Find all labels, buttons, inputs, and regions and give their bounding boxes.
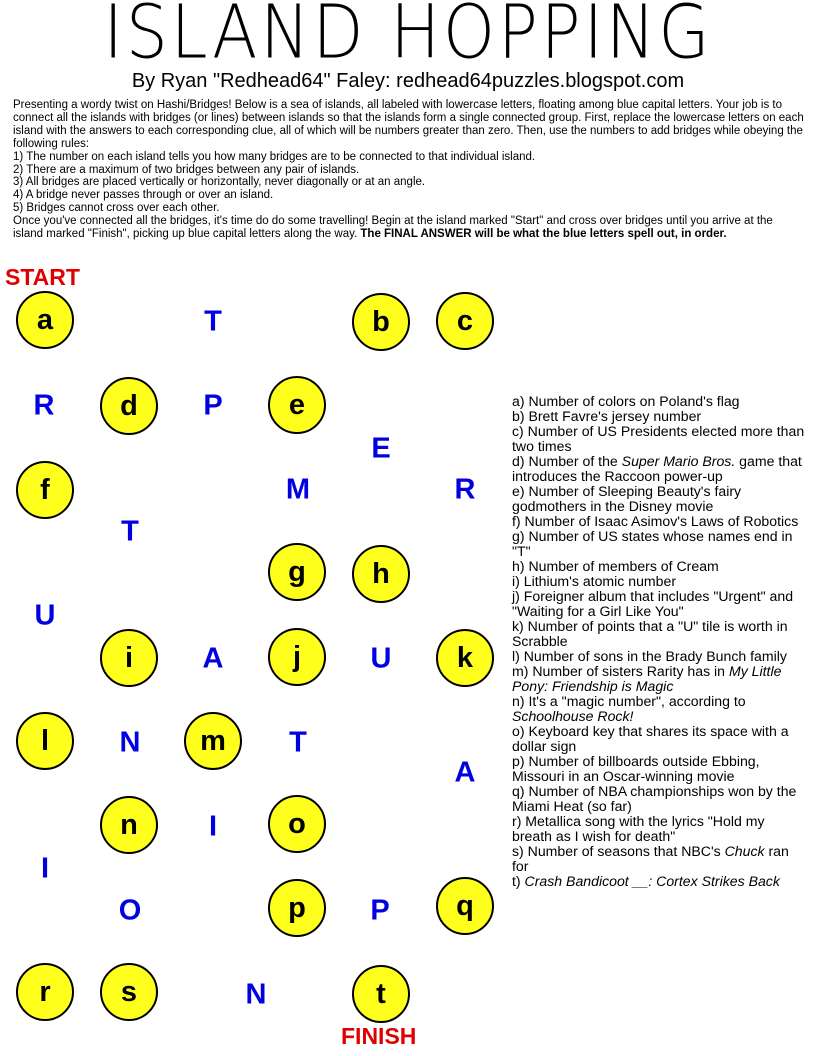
clue-item: k) Number of points that a "U" tile is worth in Scrabble — [512, 618, 788, 649]
island-a[interactable]: a — [16, 291, 74, 349]
instructions — [13, 99, 805, 241]
island-s[interactable]: s — [100, 963, 158, 1021]
page-title: ISLAND HOPPING — [103, 0, 713, 76]
rule-item: 2) There are a maximum of two bridges between any pair of islands. — [13, 163, 360, 176]
sea-letter: E — [371, 432, 391, 465]
clue-item: f) Number of Isaac Asimov's Laws of Robotics — [512, 513, 799, 529]
sea-letter: T — [204, 305, 222, 338]
sea-letter: P — [370, 894, 390, 927]
clue-italic: My Little Pony: Friendship is Magic — [512, 663, 782, 694]
island-j[interactable]: j — [268, 628, 326, 686]
island-d[interactable]: d — [100, 377, 158, 435]
start-label: START — [5, 264, 80, 290]
island-h[interactable]: h — [352, 545, 410, 603]
clue-text: ran for — [512, 843, 789, 874]
island-m[interactable]: m — [184, 712, 242, 770]
sea-letter: R — [454, 473, 476, 506]
final-answer-note: The FINAL ANSWER will be what the blue letters spell out, in order. — [360, 228, 727, 241]
island-o[interactable]: o — [268, 795, 326, 853]
clue-item — [512, 664, 807, 694]
island-b[interactable]: b — [352, 293, 410, 351]
clue-text: game that introduces the Raccoon power-up — [512, 453, 802, 484]
sea-letter: I — [208, 810, 218, 843]
clue-italic: Schoolhouse Rock! — [512, 708, 634, 724]
clue-item: j) Foreigner album that includes "Urgent" and "Waiting for a Girl Like You" — [512, 588, 794, 619]
island-g[interactable]: g — [268, 543, 326, 601]
clue-text: s) Number of seasons that NBC's — [512, 843, 725, 859]
sea-letter: R — [33, 389, 55, 422]
clue-item: a) Number of colors on Poland's flag — [512, 393, 740, 409]
island-n[interactable]: n — [100, 796, 158, 854]
clue-item: l) Number of sons in the Brady Bunch family — [512, 648, 787, 664]
byline: By Ryan "Redhead64" Faley: redhead64puzzles.blogspot.com — [131, 70, 685, 92]
clue-text: m) Number of sisters Rarity has in — [512, 663, 729, 679]
clue-item: h) Number of members of Cream — [512, 558, 719, 574]
clue-text: t) — [512, 873, 525, 889]
sea-letter: O — [118, 894, 142, 927]
clue-item: i) Lithium's atomic number — [512, 573, 677, 589]
island-t[interactable]: t — [352, 965, 410, 1023]
clue-item: q) Number of NBA championships won by the Miami Heat (so far) — [512, 783, 797, 814]
clue-text: n) It's a "magic number", according to — [512, 693, 746, 709]
sea-letter: T — [121, 515, 139, 548]
sea-letter: U — [34, 599, 56, 632]
clue-item — [512, 454, 807, 484]
clue-item: o) Keyboard key that shares its space with a dollar sign — [512, 723, 789, 754]
rule-item: 1) The number on each island tells you how many bridges are to be connected to that individual island. — [13, 150, 536, 163]
clue-item: p) Number of billboards outside Ebbing, Missouri in an Oscar-winning movie — [512, 753, 760, 784]
sea-letter: T — [289, 726, 307, 759]
sea-letter: P — [203, 389, 223, 422]
clue-item: e) Number of Sleeping Beauty's fairy godmothers in the Disney movie — [512, 483, 742, 514]
sea-letter: M — [285, 473, 311, 506]
clue-list — [512, 394, 807, 889]
island-k[interactable]: k — [436, 629, 494, 687]
sea-letter: N — [245, 978, 267, 1011]
finish-label: FINISH — [341, 1023, 417, 1049]
closing-paragraph — [13, 215, 805, 241]
clue-item: b) Brett Favre's jersey number — [512, 408, 702, 424]
island-i[interactable]: i — [100, 629, 158, 687]
island-q[interactable]: q — [436, 877, 494, 935]
clue-item — [512, 874, 807, 889]
clue-item: g) Number of US states whose names end in "T" — [512, 528, 793, 559]
rule-item: 5) Bridges cannot cross over each other. — [13, 202, 220, 215]
clue-text: d) Number of the — [512, 453, 622, 469]
clue-item: r) Metallica song with the lyrics "Hold my breath as I wish for death" — [512, 813, 765, 844]
clue-item — [512, 694, 807, 724]
rule-item: 4) A bridge never passes through or over an island. — [13, 189, 274, 202]
island-p[interactable]: p — [268, 879, 326, 937]
sea-letter: A — [454, 756, 476, 789]
clue-item: c) Number of US Presidents elected more than two times — [512, 423, 805, 454]
island-e[interactable]: e — [268, 376, 326, 434]
sea-letter: U — [370, 642, 392, 675]
island-r[interactable]: r — [16, 963, 74, 1021]
sea-letter: I — [40, 852, 50, 885]
clue-item — [512, 844, 807, 874]
island-l[interactable]: l — [16, 712, 74, 770]
island-c[interactable]: c — [436, 292, 494, 350]
clue-italic: Super Mario Bros. — [621, 453, 736, 469]
clue-italic: Chuck — [724, 843, 765, 859]
intro-paragraph: Presenting a wordy twist on Hashi/Bridges! Below is a sea of islands, all labeled with lowercase letters, floating among blue capital letters. Your job is to connect all the islands with bridges (or lines) between islands so that the islands form a single connected group. First, replace the lowercase letters on each island with the answers to each corresponding clue, all of which will be numbers greater than zero. Then, use the numbers to add bridges while obeying the following rules: — [13, 99, 804, 150]
sea-letter: N — [119, 726, 141, 759]
rule-item: 3) All bridges are placed vertically or horizontally, never diagonally or at an angle. — [13, 176, 426, 189]
closing-text: Once you've connected all the bridges, it's time do do some travelling! Begin at the island marked "Start" and cross over bridges until you arrive at the island marked "Finish", picking up blue capital letters along the way. — [13, 215, 773, 241]
island-f[interactable]: f — [16, 461, 74, 519]
clue-italic: Crash Bandicoot __: Cortex Strikes Back — [524, 873, 780, 889]
sea-letter: A — [202, 642, 224, 675]
